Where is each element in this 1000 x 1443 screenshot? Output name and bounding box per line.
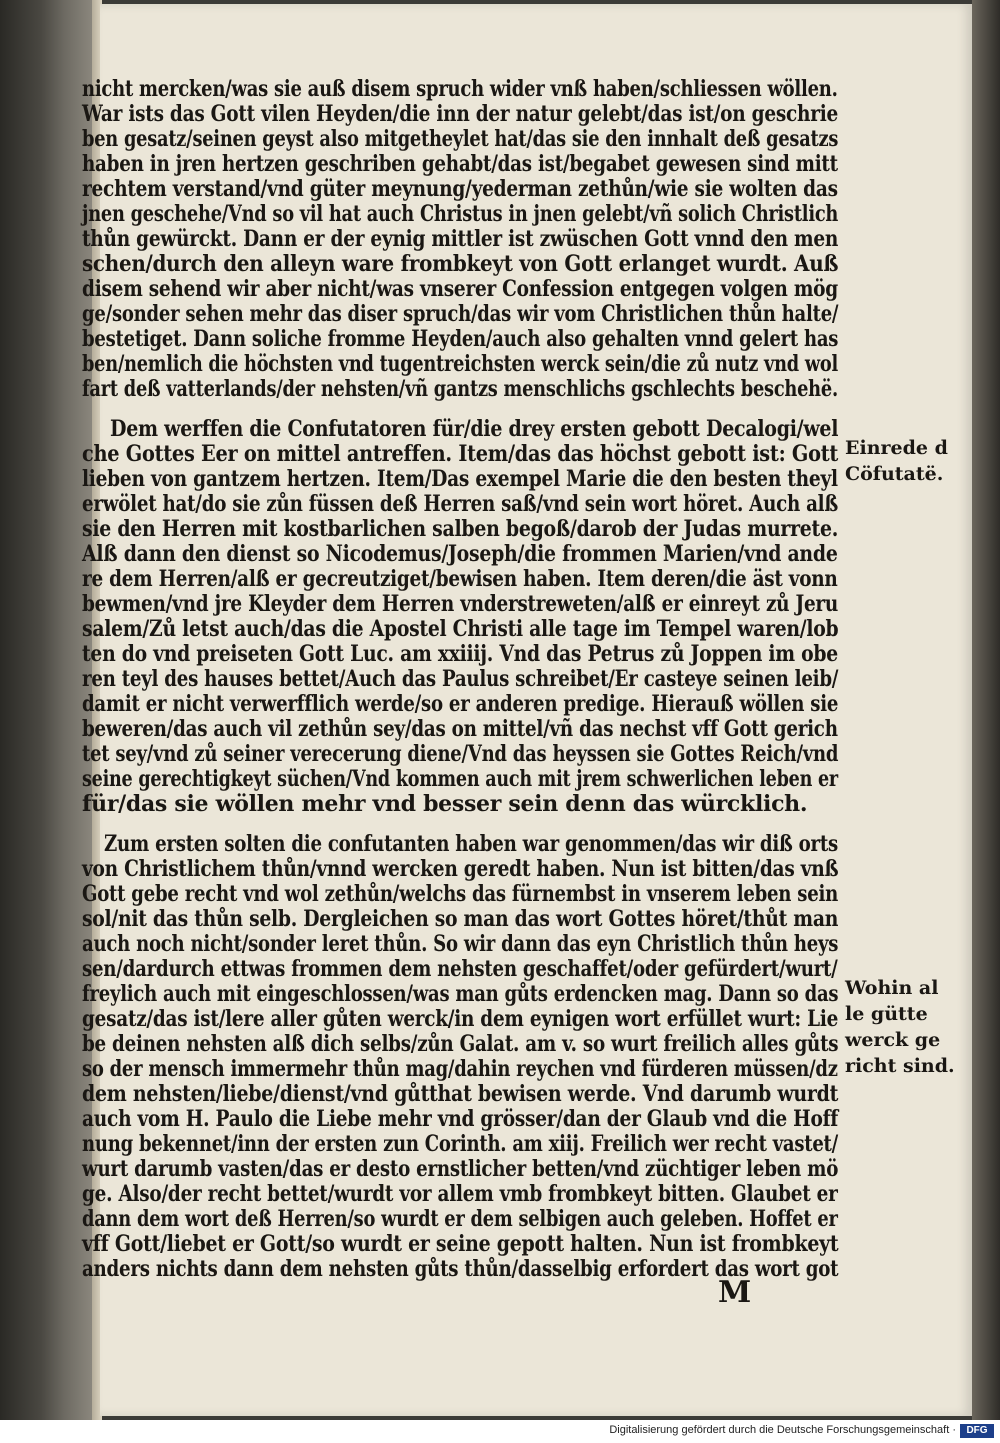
main-text: [82, 4, 972, 1416]
text-line: Dem werffen die Confutatoren für/die drey ersten gebott Decalogi/wel: [110, 416, 839, 442]
text-line: nung bekennet/inn der ersten zun Corinth. am xiij. Freilich wer recht vastet/: [82, 1131, 838, 1157]
text-line: ben gesatz/seinen geyst also mitgetheylet hat/das sie den innhalt deß gesatzs: [82, 126, 839, 152]
text-line: Gott gebe recht vnd wol zethůn/welchs das fürnembst in vnserem leben sein: [82, 881, 838, 907]
book-spine: [0, 0, 92, 1420]
book-page: [82, 4, 972, 1416]
text-line: War ists das Gott vilen Heyden/die inn der natur gelebt/das ist/on geschrie: [82, 101, 839, 127]
text-line: tet sey/vnd zů seiner verecerung diene/Vnd das heyssen sie Gottes Reich/vnd: [82, 741, 839, 767]
text-line: fart deß vatterlands/der nehsten/vñ gantzs menschlichs gschlechts beschehë.: [82, 376, 838, 402]
text-line: auch noch nicht/sonder leret thůn. So wir dann das eyn Christlich thůn heys: [82, 931, 839, 957]
text-line: jnen geschehe/Vnd so vil hat auch Christus in jnen gelebt/vñ solich Christlich: [82, 201, 839, 227]
text-line: auch vom H. Paulo die Liebe mehr vnd grösser/dan der Glaub vnd die Hoff: [82, 1106, 839, 1132]
margin-note-line: Cöfutatë.: [845, 463, 944, 485]
signature-mark: M: [718, 1275, 752, 1310]
text-line: ben/nemlich die höchsten vnd tugentreichsten werck sein/die zů nutz vnd wol: [82, 351, 838, 377]
text-line: Zum ersten solten die confutanten haben war genommen/das wir diß orts: [104, 831, 839, 857]
text-line: salem/Zů letst auch/das die Apostel Christi alle tage im Tempel waren/lob: [82, 616, 839, 642]
scan-right-edge: [972, 0, 1000, 1420]
margin-note-line: le gütte: [845, 1003, 928, 1025]
text-line: disem sehend wir aber nicht/was vnserer Confession entgegen volgen mög: [82, 276, 838, 302]
text-line: wurt darumb vasten/das er desto ernstlicher betten/vnd züchtiger leben mö: [82, 1156, 839, 1182]
text-line: rechtem verstand/vnd güter meynung/yederman zethůn/wie sie wolten das: [82, 176, 838, 202]
text-line: seine gerechtigkeyt süchen/Vnd kommen auch mit jrem schwerlichen leben er: [82, 766, 838, 792]
text-line: ge. Also/der recht bettet/wurdt vor allem vmb frombkeyt bitten. Glaubet er: [82, 1181, 838, 1207]
text-line: thůn gewürckt. Dann er der eynig mittler ist zwüschen Gott vnnd den men: [82, 226, 839, 252]
text-line: dann dem wort deß Herren/so wurdt er dem selbigen auch geleben. Hoffet er: [82, 1206, 838, 1232]
text-line: re dem Herren/alß er gecreutziget/bewisen haben. Item deren/die äst vonn: [82, 566, 838, 592]
text-line: vff Gott/liebet er Gott/so wurdt er seine gepott halten. Nun ist frombkeyt: [82, 1231, 839, 1257]
dfg-logo: DFG: [960, 1424, 994, 1438]
text-line: lieben von gantzem hertzen. Item/Das exempel Marie die den besten theyl: [82, 466, 838, 492]
text-line: anders nichts dann dem nehsten gůts thůn/dasselbig erfordert das wort got: [82, 1256, 839, 1282]
footer-credit: Digitalisierung gefördert durch die Deutsche Forschungsgemeinschaft ·: [609, 1424, 956, 1436]
text-line: ten do vnd preiseten Gott Luc. am xxiiij. Vnd das Petrus zů Joppen im obe: [82, 641, 838, 667]
text-line: bestetiget. Dann soliche fromme Heyden/auch also gehalten vnnd gelert has: [82, 326, 839, 352]
text-line: für/das sie wöllen mehr vnd besser sein denn das würcklich.: [82, 791, 808, 817]
text-line: ren teyl des hauses bettet/Auch das Paulus schreibet/Er casteye seinen leib/: [82, 666, 839, 692]
text-line: schen/durch den alleyn ware frombkeyt von Gott erlanget wurdt. Auß: [82, 251, 839, 277]
text-line: damit er nicht verwerfflich werde/so er anderen predige. Hierauß wöllen sie: [82, 691, 839, 717]
text-line: erwölet hat/do sie zůn füssen deß Herren saß/vnd sein wort höret. Auch alß: [82, 491, 838, 517]
text-line: be deinen nehsten alß dich selbs/zůn Galat. am v. so wurt freilich alles gůts: [82, 1031, 839, 1057]
text-line: haben in jren hertzen geschriben gehabt/das ist/begabet gewesen sind mitt: [82, 151, 838, 177]
text-line: gesatz/das ist/lere aller gůten werck/in dem eynigen wort erfüllet wurt: Lie: [82, 1006, 839, 1032]
text-line: Alß dann den dienst so Nicodemus/Joseph/die frommen Marien/vnd ande: [82, 541, 838, 567]
text-line: dem nehsten/liebe/dienst/vnd gůtthat bewisen werde. Vnd darumb wurdt: [82, 1081, 839, 1107]
text-line: che Gottes Eer on mittel antreffen. Item/das das höchst gebott ist: Gott: [82, 441, 839, 467]
text-line: bewmen/vnd jre Kleyder dem Herren vnderstreweten/alß er einreyt zů Jeru: [82, 591, 839, 617]
text-line: sen/dardurch ettwas frommen dem nehsten geschaffet/oder gefürdert/wurt/: [82, 956, 838, 982]
margin-note-line: Einrede d: [845, 437, 948, 459]
footer: [0, 1420, 1000, 1443]
margin-note-line: werck ge: [845, 1029, 941, 1051]
text-line: so der mensch immermehr thůn mag/dahin reychen vnd fürderen müssen/dz: [82, 1056, 838, 1082]
text-line: nicht mercken/was sie auß disem spruch wider vnß haben/schliessen wöllen.: [82, 76, 838, 102]
margin-note-line: richt sind.: [845, 1055, 955, 1077]
text-line: ge/sonder sehen mehr das diser spruch/das wir vom Christlichen thůn halte/: [82, 301, 839, 327]
text-line: sol/nit das thůn selb. Dergleichen so man das wort Gottes höret/thůt man: [82, 906, 839, 932]
text-line: sie den Herren mit kostbarlichen salben begoß/darob der Judas murrete.: [82, 516, 839, 542]
margin-note-line: Wohin al: [845, 977, 939, 999]
text-line: beweren/das auch vil zethůn sey/das on mittel/vñ das nechst vff Gott gerich: [82, 716, 838, 742]
text-line: freylich auch mit eingeschlossen/was man gůts erdencken mag. Dann so das: [82, 981, 839, 1007]
text-line: von Christlichem thůn/vnnd wercken geredt haben. Nun ist bitten/das vnß: [82, 856, 839, 882]
